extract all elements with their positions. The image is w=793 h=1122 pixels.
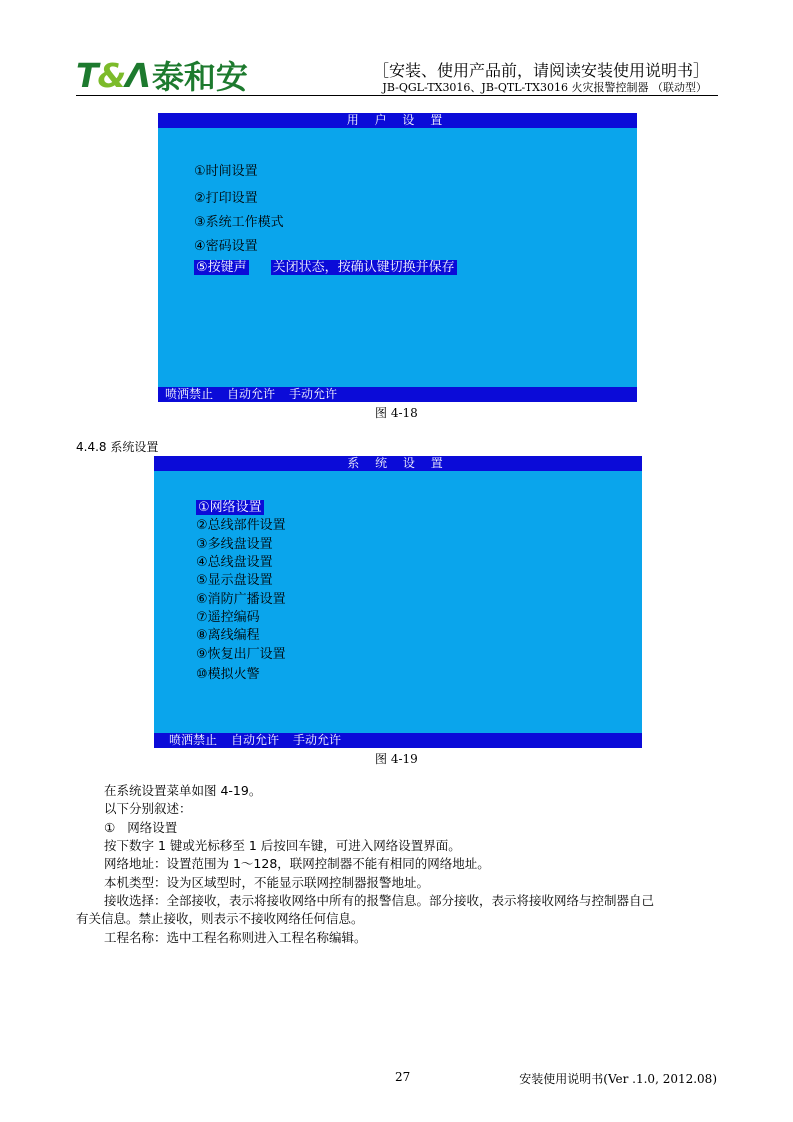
status-auto: 自动允许 (227, 387, 276, 401)
paragraph-local-type: 本机类型：设为区域型时，不能显示联网控制器报警地址。 (104, 875, 430, 890)
menu-item-work-mode[interactable]: ③系统工作模式 (194, 215, 284, 230)
figure-caption-4-19: 图 4-19 (375, 752, 418, 766)
menu-item-time[interactable]: ①时间设置 (194, 164, 258, 179)
system-settings-screen (154, 456, 642, 748)
paragraph-address: 网络地址：设置范围为 1～128，联网控制器不能有相同的网络地址。 (104, 856, 490, 871)
paragraph-receive-1: 接收选择：全部接收，表示将接收网络中所有的报警信息。部分接收，表示将接收网络与控制器自己 (104, 893, 655, 908)
paragraph-enter: 按下数字 1 键或光标移至 1 后按回车键，可进入网络设置界面。 (104, 838, 461, 853)
status-bar (158, 387, 637, 402)
menu-item-remote-code[interactable]: ⑦遥控编码 (196, 610, 260, 625)
header-title: ［安装、使用产品前，请阅读安装使用说明书］ (372, 61, 709, 80)
menu-item-password[interactable]: ④密码设置 (194, 239, 258, 254)
screen-title: 用 户 设 置 (158, 113, 637, 128)
paragraph-receive-2: 有关信息。禁止接收，则表示不接收网络任何信息。 (76, 911, 364, 926)
list-number: ① (104, 820, 116, 835)
paragraph-list-intro: 以下分别叙述： (104, 801, 192, 816)
menu-item-factory-reset[interactable]: ⑨恢复出厂设置 (196, 647, 286, 662)
screen-title: 系 统 设 置 (154, 456, 642, 471)
menu-item-multiline-panel[interactable]: ③多线盘设置 (196, 537, 273, 552)
list-title: 网络设置 (127, 820, 178, 835)
doc-version: 安装使用说明书(Ver .1.0, 2012.08) (519, 1072, 717, 1086)
header-model: JB-QGL-TX3016、JB-QTL-TX3016 火灾报警控制器 （联动型） (382, 81, 707, 94)
company-logo (76, 54, 248, 96)
selected-item-value: 关闭状态，按确认键切换并保存 (272, 260, 455, 275)
figure-caption-4-18: 图 4-18 (375, 406, 418, 420)
list-heading-network (104, 819, 177, 837)
status-spray: 喷洒禁止 (165, 387, 214, 401)
status-manual: 手动允许 (293, 733, 342, 747)
user-settings-screen (158, 113, 637, 402)
section-heading: 4.4.8 系统设置 (76, 440, 159, 454)
selected-item-label: ①网络设置 (198, 500, 262, 515)
header-rule (76, 95, 718, 96)
logo-mark: T&Λ (76, 55, 150, 95)
menu-item-bus-panel[interactable]: ④总线盘设置 (196, 555, 273, 570)
paragraph-project-name: 工程名称：选中工程名称则进入工程名称编辑。 (104, 930, 367, 945)
menu-item-broadcast[interactable]: ⑥消防广播设置 (196, 592, 286, 607)
menu-item-simulate-fire[interactable]: ⑩模拟火警 (196, 667, 260, 682)
menu-item-print[interactable]: ②打印设置 (194, 191, 258, 206)
menu-item-network[interactable] (196, 500, 264, 515)
status-manual: 手动允许 (289, 387, 338, 401)
menu-item-offline-program[interactable]: ⑧离线编程 (196, 628, 260, 643)
menu-item-display-panel[interactable]: ⑤显示盘设置 (196, 573, 273, 588)
page-number: 27 (395, 1070, 411, 1084)
selected-item-label: ⑤按键声 (196, 260, 247, 275)
status-auto: 自动允许 (231, 733, 280, 747)
paragraph-intro: 在系统设置菜单如图 4-19。 (104, 783, 262, 798)
menu-item-key-sound[interactable] (194, 260, 457, 275)
menu-item-bus-parts[interactable]: ②总线部件设置 (196, 518, 286, 533)
status-bar (154, 733, 642, 748)
logo-chinese-name: 泰和安 (151, 58, 248, 96)
status-spray: 喷洒禁止 (169, 733, 218, 747)
